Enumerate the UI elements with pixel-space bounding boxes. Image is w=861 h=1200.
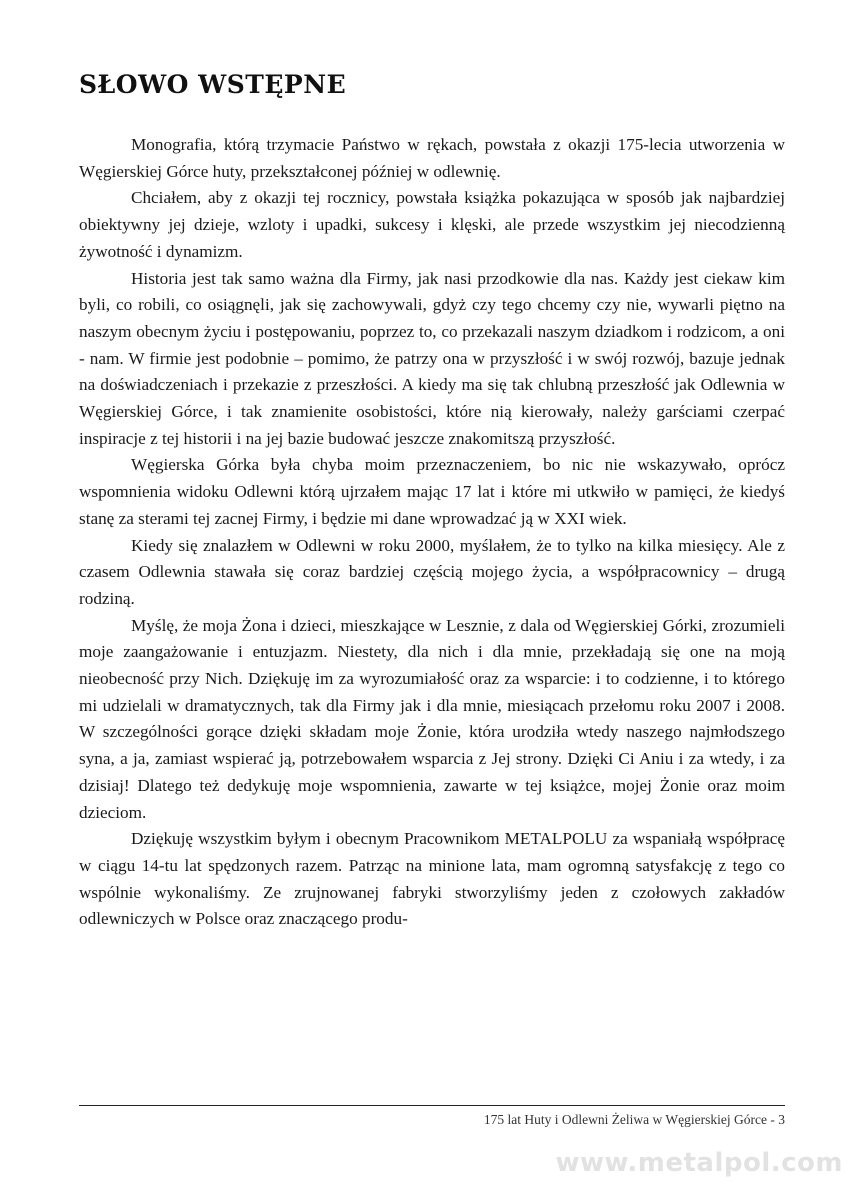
paragraph-6: Myślę, że moja Żona i dzieci, mieszkające w Lesznie, z dala od Węgierskiej Górki, zrozumieli moje zaangażowanie i entuzjazm. Niestety, dla nich i dla mnie, przekładają się one na moją nieobecność przy Nich. Dziękuję im za wyrozumiałość oraz za wsparcie: i to codzienne, i to którego mi udzielali w dramatycznych, tak dla Firmy jak i dla mnie, miesiącach przełomu roku 2007 i 2008. W szczególności gorące dzięki składam moje Żonie, która urodziła wtedy naszego najmłodszego syna, a ja, zamiast wspierać ją, potrzebowałem wsparcia z Jej strony. Dzięki Ci Aniu i za wtedy, i za dzisiaj! Dlatego też dedykuję moje wspomnienia, zawarte w tej książce, mojej Żonie oraz moim dzieciom. <box>79 615 785 822</box>
paragraph-1: Monografia, którą trzymacie Państwo w rękach, powstała z okazji 175-lecia utworzenia w Węgierskiej Górce huty, przekształconej później w odlewnię. <box>79 135 785 181</box>
paragraph-5: Kiedy się znalazłem w Odlewni w roku 2000, myślałem, że to tylko na kilka miesięcy. Ale z czasem Odlewnia stawała się coraz bardziej częścią mojego życia, a współpracownicy – drugą rodziną. <box>79 535 785 608</box>
document-body <box>79 132 785 933</box>
page-title: SŁOWO WSTĘPNE <box>79 70 347 99</box>
paragraph-7: Dziękuję wszystkim byłym i obecnym Pracownikom METALPOLU za wspaniałą współpracę w ciągu 14-tu lat spędzonych razem. Patrząc na minione lata, mam ogromną satysfakcję z tego co wspólnie wykonaliśmy. Ze zrujnowanej fabryki stworzyliśmy jeden z czołowych zakładów odlewniczych w Polsce oraz znaczącego produ- <box>79 829 785 929</box>
footer-divider <box>79 1105 785 1106</box>
paragraph-3: Historia jest tak samo ważna dla Firmy, jak nasi przodkowie dla nas. Każdy jest ciekaw kim byli, co robili, co osiągnęli, jak się zachowywali, gdyż czy tego chcemy czy nie, wywarli piętno na naszym obecnym życiu i postępowaniu, poprzez to, co przekazali naszym dziadkom i rodzicom, a oni - nam. W firmie jest podobnie – pomimo, że patrzy ona w przyszłość i w swój rozwój, bazuje jednak na doświadczeniach i przekazie z przeszłości. A kiedy ma się tak chlubną przeszłość jak Odlewnia w Węgierskiej Górce, i tak znamienite osobistości, które nią kierowały, należy garściami czerpać inspiracje z tej historii i na jej bazie budować jeszcze znakomitszą przyszłość. <box>79 268 785 448</box>
paragraph-4: Węgierska Górka była chyba moim przeznaczeniem, bo nic nie wskazywało, oprócz wspomnienia widoku Odlewni którą ujrzałem mając 17 lat i które mi utkwiło w pamięci, że kiedyś stanę za sterami tej zacnej Firmy, i będzie mi dane wprowadzać ją w XXI wiek. <box>79 455 785 528</box>
paragraph-2: Chciałem, aby z okazji tej rocznicy, powstała książka pokazująca w sposób jak najbardziej obiektywny jej dzieje, wzloty i upadki, sukcesy i klęski, ale przede wszystkim jej niecodzienną żywotność i dynamizm. <box>79 188 785 261</box>
running-footer: 175 lat Huty i Odlewni Żeliwa w Węgierskiej Górce - 3 <box>483 1112 785 1127</box>
watermark: www.metalpol.com <box>555 1148 843 1178</box>
